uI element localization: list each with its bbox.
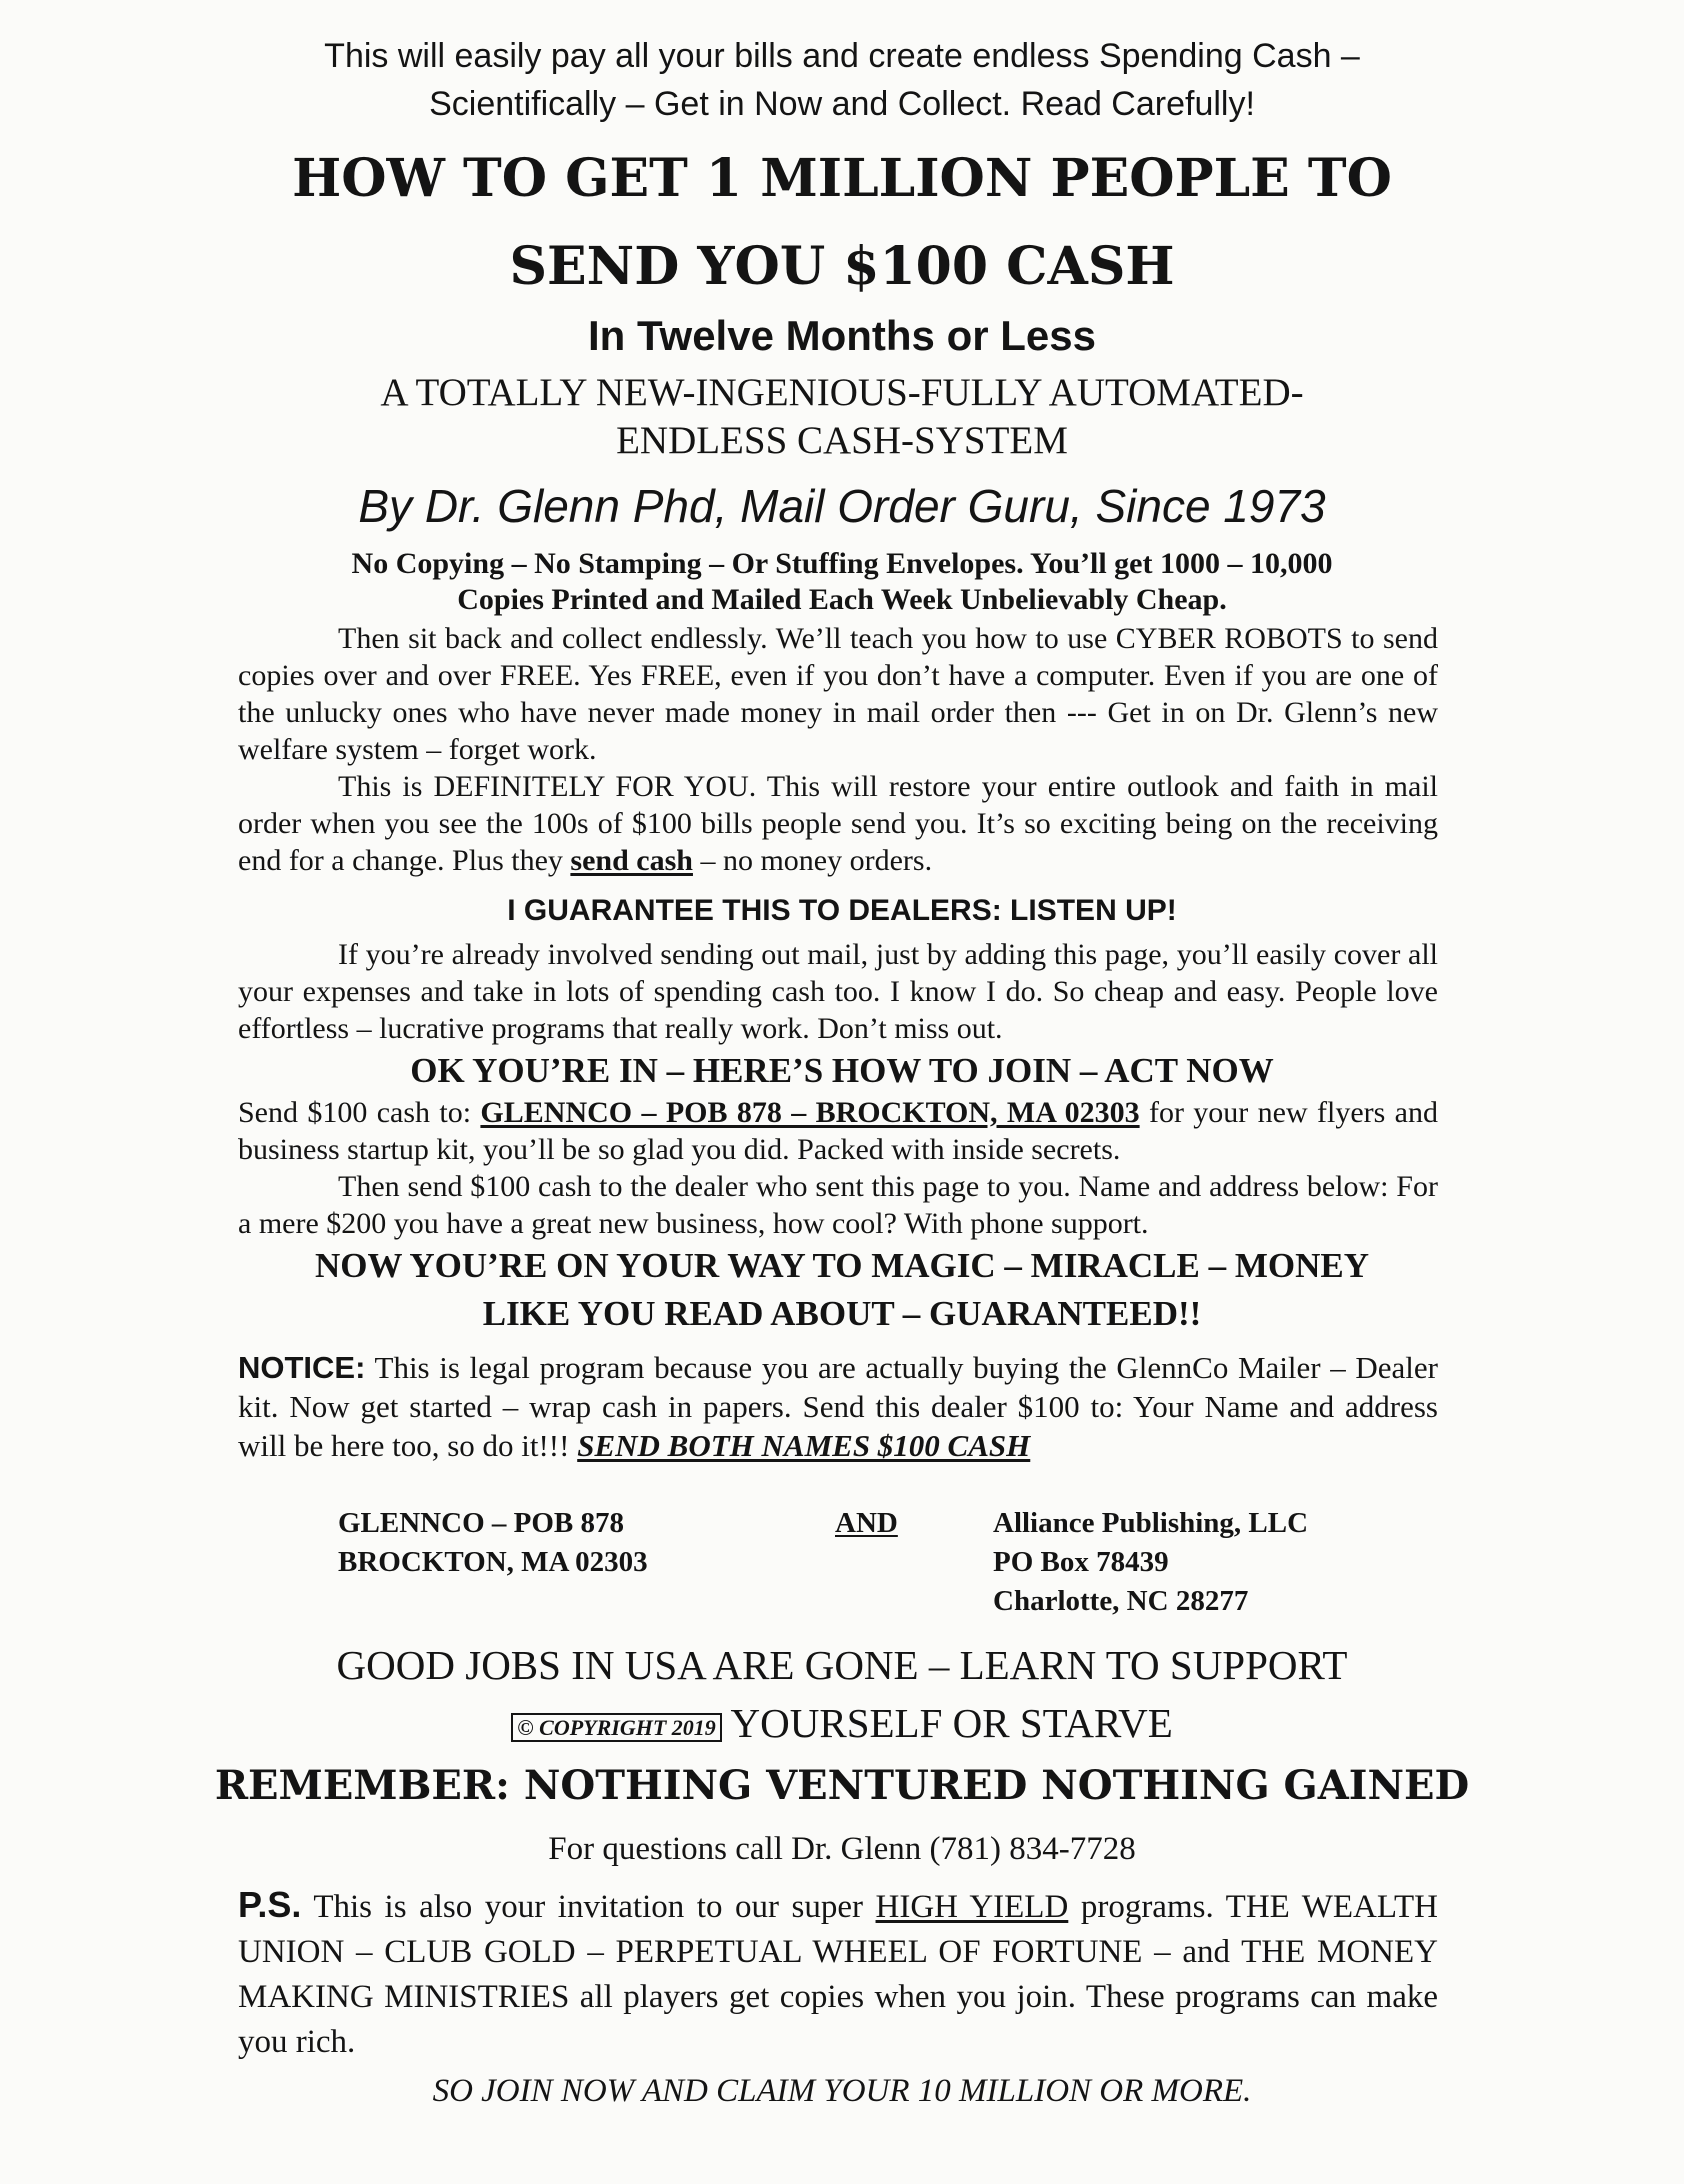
remember-line: REMEMBER: NOTHING VENTURED NOTHING GAINED	[214, 1762, 1470, 1809]
join-block	[238, 1094, 1438, 1242]
system-line-2: ENDLESS CASH-SYSTEM	[616, 419, 1068, 462]
paragraph-definitely-text: This is DEFINITELY FOR YOU. This will restore your entire outlook and faith in mail order when you see the 100s of $100 bills people send you. It’s so exciting being on the receiving end for a change. Plus they	[238, 770, 1438, 877]
intro-line-1: This will easily pay all your bills and create endless Spending Cash –	[324, 37, 1360, 75]
send-cash-emphasis: send cash	[570, 844, 693, 877]
dealer-address	[993, 1504, 1308, 1621]
body-paragraphs	[238, 620, 1438, 879]
copyright-box: © COPYRIGHT 2019	[511, 1713, 722, 1742]
high-yield-emphasis: HIGH YIELD	[875, 1889, 1069, 1925]
join-send-prefix: Send $100 cash to:	[238, 1096, 481, 1129]
join-send-text	[238, 1094, 1438, 1168]
closing-line: SO JOIN NOW AND CLAIM YOUR 10 MILLION OR MORE.	[432, 2073, 1252, 2109]
jobs-line-2-row	[0, 1698, 1684, 1753]
dealer-address-line-1: Alliance Publishing, LLC	[993, 1507, 1309, 1539]
ps-text-1: This is also your invitation to our super	[301, 1889, 876, 1925]
notice-text: This is legal program because you are actually buying the GlennCo Mailer – Dealer kit. Now get started – wrap cash in papers. Send this dealer $100 to: Your Name and address will be here too, so do it!!!	[238, 1350, 1438, 1463]
magic-line-1: NOW YOU’RE ON YOUR WAY TO MAGIC – MIRACLE – MONEY	[315, 1246, 1369, 1285]
jobs-line-1: GOOD JOBS IN USA ARE GONE – LEARN TO SUPPORT	[336, 1642, 1348, 1688]
paragraph-definitely-end: – no money orders.	[692, 844, 933, 877]
paragraph-definitely	[238, 768, 1438, 879]
jobs-line-2: YOURSELF OR STARVE	[730, 1700, 1173, 1746]
headline-line-2: SEND YOU $100 CASH	[509, 236, 1175, 297]
and-label: AND	[835, 1507, 898, 1539]
guarantee-heading: I GUARANTEE THIS TO DEALERS: LISTEN UP!	[507, 894, 1177, 927]
magic-line-2: LIKE YOU READ ABOUT – GUARANTEED!!	[482, 1294, 1202, 1333]
headline-line-1: HOW TO GET 1 MILLION PEOPLE TO	[292, 148, 1392, 209]
join-then-text: Then send $100 cash to the dealer who sent this page to you. Name and address below: For a mere $200 you have a great new business, how cool? With phone support.	[238, 1170, 1438, 1240]
dealer-address-line-2: PO Box 78439	[993, 1546, 1169, 1578]
ps-text-3: all players get copies when you join. These programs can make you rich.	[238, 1979, 1438, 2060]
guarantee-block	[238, 936, 1438, 1047]
headline-subtitle: In Twelve Months or Less	[588, 312, 1096, 359]
guarantee-text: If you’re already involved sending out mail, just by adding this page, you’ll easily cover all your expenses and take in lots of spending cash too. I know I do. So cheap and easy. People love effortless – lucrative programs that really work. Don’t miss out.	[238, 938, 1438, 1045]
questions-phone: For questions call Dr. Glenn (781) 834-7728	[548, 1831, 1136, 1867]
glennco-address-line-2: BROCKTON, MA 02303	[338, 1546, 648, 1578]
notice-label: NOTICE:	[238, 1350, 366, 1385]
glennco-address	[338, 1504, 648, 1582]
dealer-address-line-3: Charlotte, NC 28277	[993, 1585, 1249, 1617]
ps-block	[238, 1882, 1438, 2065]
notice-block	[238, 1348, 1438, 1465]
no-copying-line-2: Copies Printed and Mailed Each Week Unbelievably Cheap.	[457, 583, 1227, 616]
intro-line-2: Scientifically – Get in Now and Collect. Read Carefully!	[429, 85, 1255, 123]
system-line-1: A TOTALLY NEW-INGENIOUS-FULLY AUTOMATED-	[380, 371, 1304, 414]
notice-paragraph	[238, 1348, 1438, 1465]
ps-programs: THE WEALTH UNION – CLUB GOLD – PERPETUAL WHEEL OF FORTUNE – and THE MONEY MAKING MINISTRIES	[238, 1889, 1438, 2015]
join-heading: OK YOU’RE IN – HERE’S HOW TO JOIN – ACT NOW	[410, 1051, 1274, 1090]
glennco-address-inline: GLENNCO – POB 878 – BROCKTON, MA 02303	[480, 1096, 1140, 1129]
no-copying-line-1: No Copying – No Stamping – Or Stuffing Envelopes. You’ll get 1000 – 10,000	[351, 547, 1333, 580]
byline: By Dr. Glenn Phd, Mail Order Guru, Since 1973	[358, 480, 1326, 532]
join-send-suffix: for your new flyers and business startup kit, you’ll be so glad you did. Packed with inside secrets.	[238, 1096, 1438, 1166]
paragraph-robots: Then sit back and collect endlessly. We’ll teach you how to use CYBER ROBOTS to send copies over and over FREE. Yes FREE, even if you don’t have a computer. Even if you are one of the unlucky ones who have never made money in mail order then --- Get in on Dr. Glenn’s new welfare system – forget work.	[238, 622, 1438, 766]
ps-text-2: programs.	[1068, 1889, 1226, 1925]
glennco-address-line-1: GLENNCO – POB 878	[338, 1507, 624, 1539]
send-both-names-cta: SEND BOTH NAMES $100 CASH	[577, 1428, 1031, 1463]
ps-paragraph	[238, 1882, 1438, 2065]
ps-label: P.S.	[238, 1884, 302, 1925]
